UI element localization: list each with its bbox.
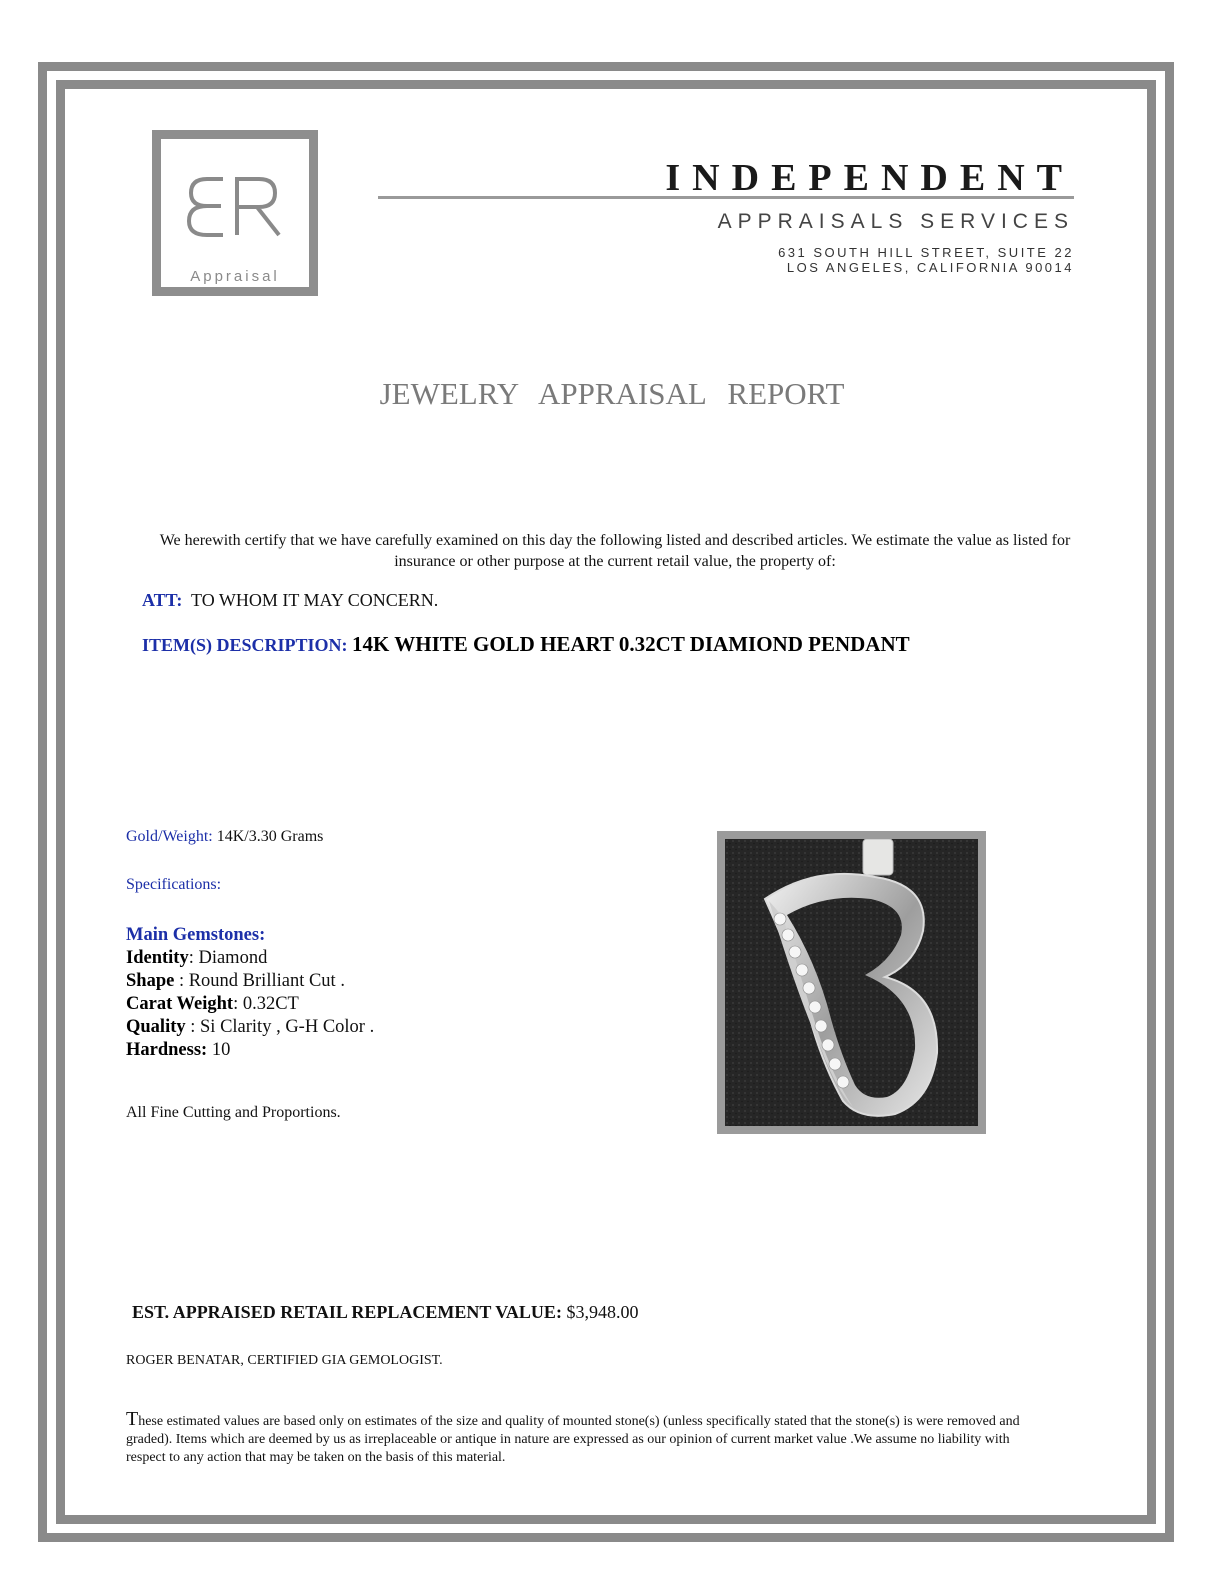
identity-row xyxy=(126,947,374,970)
logo-caption: Appraisal xyxy=(190,268,280,285)
hardness-row xyxy=(126,1039,374,1062)
carat-value: : 0.32CT xyxy=(233,994,299,1014)
logo xyxy=(152,130,318,296)
disclaimer xyxy=(126,1410,1026,1467)
gold-weight-value: 14K/3.30 Grams xyxy=(216,828,324,845)
quality-row xyxy=(126,1016,374,1039)
main-gemstones-heading: Main Gemstones: xyxy=(126,925,266,945)
appraised-value-amount: $3,948.00 xyxy=(566,1302,639,1322)
company-subtitle: APPRAISALS SERVICES xyxy=(717,210,1074,233)
carat-label: Carat Weight xyxy=(126,994,234,1014)
att-label: ATT: xyxy=(142,590,183,610)
attention-line xyxy=(142,590,438,611)
quality-label: Quality xyxy=(126,1017,186,1037)
gold-weight-label: Gold/Weight: xyxy=(126,828,213,845)
appraised-value-label: EST. APPRAISED RETAIL REPLACEMENT VALUE: xyxy=(132,1302,562,1322)
pendant-photo xyxy=(717,831,986,1134)
item-description xyxy=(142,632,910,657)
cutting-note: All Fine Cutting and Proportions. xyxy=(126,1104,341,1121)
appraised-value xyxy=(132,1302,638,1323)
certification-text: We herewith certify that we have carefully examined on this day the following listed and described articles. We estimate the value as listed for insurance or other purpose at the current retail value, the property of: xyxy=(159,532,1071,570)
quality-value: : Si Clarity , G-H Color . xyxy=(185,1017,375,1037)
shape-value: : Round Brilliant Cut . xyxy=(174,971,345,991)
att-value: TO WHOM IT MAY CONCERN. xyxy=(191,590,439,610)
gemologist-signature: ROGER BENATAR, CERTIFIED GIA GEMOLOGIST. xyxy=(126,1353,443,1368)
address-line-1: 631 SOUTH HILL STREET, SUITE 22 xyxy=(778,245,1074,260)
shape-label: Shape xyxy=(126,971,175,991)
shape-row xyxy=(126,970,374,993)
carat-row xyxy=(126,993,374,1016)
specifications-label: Specifications: xyxy=(126,876,222,893)
report-title: JEWELRY APPRAISAL REPORT xyxy=(379,376,845,411)
item-value: 14K WHITE GOLD HEART 0.32CT DIAMIOND PENDANT xyxy=(352,632,910,656)
item-label: ITEM(S) DESCRIPTION: xyxy=(142,635,348,655)
identity-value: : Diamond xyxy=(188,948,268,968)
disclaimer-text: hese estimated values are based only on estimates of the size and quality of mounted stone(s) (unless specifically stated that the stone(s) is were removed and graded). Items which are deemed by us as irreplaceable or antique in nature are expressed as our opinion of current market value .We assume no liability with respect to any action that may be taken on the basis of this material. xyxy=(126,1414,1020,1465)
br-monogram-icon xyxy=(161,169,309,243)
hardness-label: Hardness: xyxy=(126,1040,208,1060)
heart-pendant-image xyxy=(725,839,978,1126)
disclaimer-first-letter: T xyxy=(126,1408,139,1430)
gemstone-details xyxy=(126,924,374,1062)
hardness-value: 10 xyxy=(207,1040,231,1060)
gold-weight-line xyxy=(126,828,323,846)
address-line-2: LOS ANGELES, CALIFORNIA 90014 xyxy=(786,260,1074,275)
company-name: INDEPENDENT xyxy=(665,157,1074,199)
identity-label: Identity xyxy=(126,948,189,968)
